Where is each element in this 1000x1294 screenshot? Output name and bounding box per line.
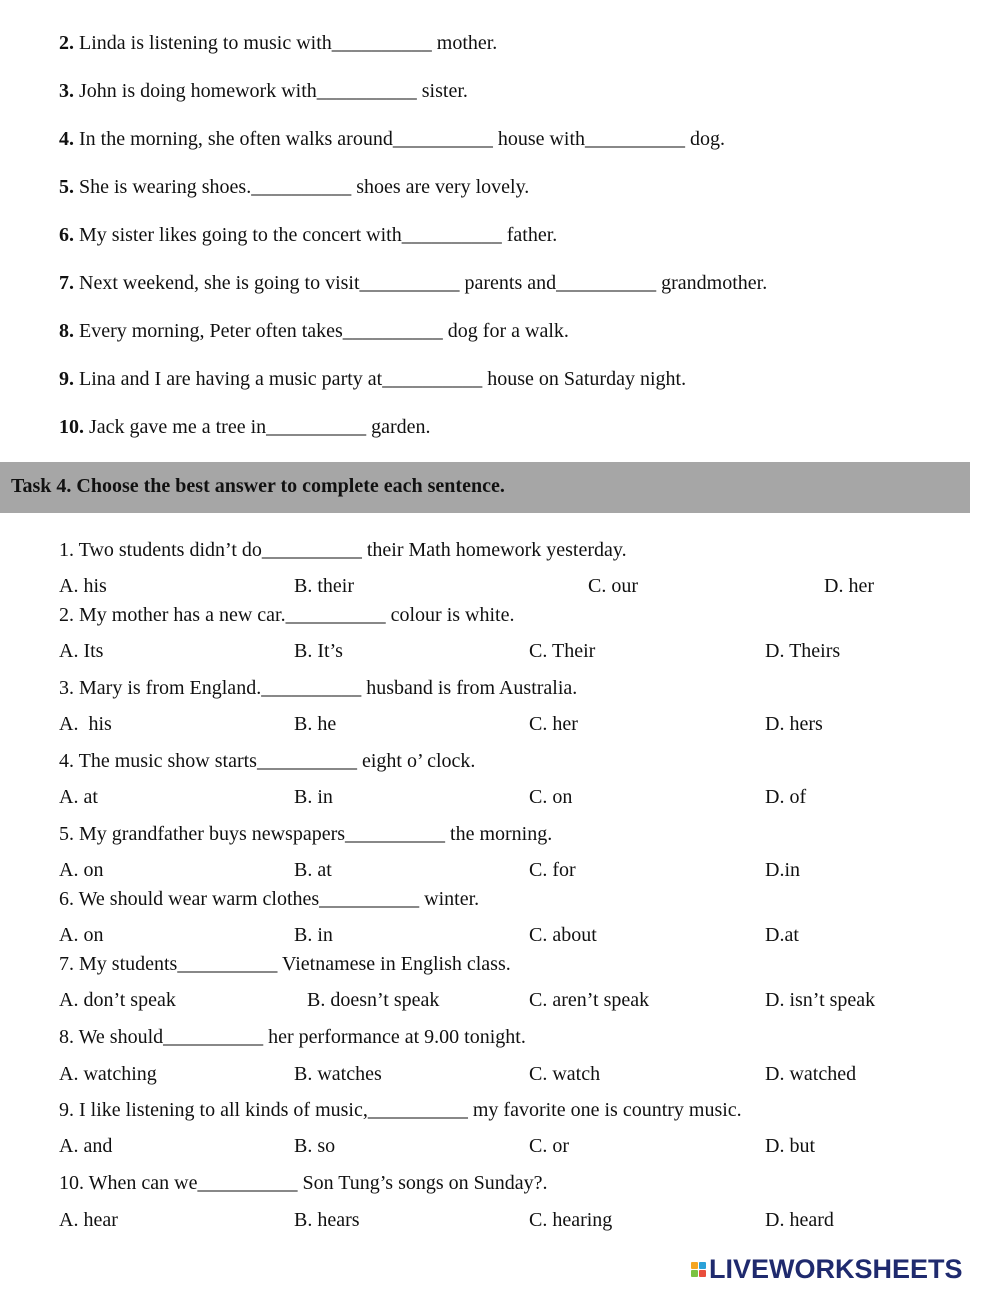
option-c[interactable]: C. on [529,786,573,808]
task3-item [59,79,468,103]
task4-question: 9. I like listening to all kinds of music,__________ my favorite one is country music. [59,1099,742,1121]
item-number: 5. [59,176,74,198]
item-number: 7. [59,272,74,294]
item-number: 10. [59,416,84,438]
option-a[interactable]: A. Its [59,640,104,662]
option-c[interactable]: C. Their [529,640,596,662]
option-b[interactable]: B. hears [294,1209,360,1231]
item-text: Jack gave me a tree in__________ garden. [84,416,431,438]
task3-item [59,271,767,295]
option-d[interactable]: D. watched [765,1063,857,1085]
option-a[interactable]: A. on [59,859,104,881]
task4-question: 2. My mother has a new car.__________ colour is white. [59,604,515,626]
option-a[interactable]: A. and [59,1135,113,1157]
item-text: Lina and I are having a music party at__________ house on Saturday night. [74,368,687,390]
item-number: 8. [59,320,74,342]
option-b[interactable]: B. doesn’t speak [307,989,440,1011]
task3-item [59,367,686,391]
task3-item [59,223,557,247]
option-b[interactable]: B. at [294,859,332,881]
option-d[interactable]: D. hers [765,713,823,735]
option-b[interactable]: B. so [294,1135,336,1157]
option-a[interactable]: A. his [59,575,107,597]
task4-question: 7. My students__________ Vietnamese in English class. [59,953,511,975]
item-text: She is wearing shoes.__________ shoes are very lovely. [74,176,530,198]
item-text: Next weekend, she is going to visit__________ parents and__________ grandmother. [74,272,768,294]
option-b[interactable]: B. in [294,924,333,946]
task4-header-bar [0,462,970,513]
logo-square [691,1262,698,1269]
option-d[interactable]: D. heard [765,1209,834,1231]
option-a[interactable]: A. at [59,786,98,808]
option-c[interactable]: C. for [529,859,576,881]
task3-item [59,31,497,55]
item-text: Every morning, Peter often takes__________ dog for a walk. [74,320,569,342]
logo-square [699,1262,706,1269]
logo-square [691,1270,698,1277]
task4-question: 8. We should__________ her performance at 9.00 tonight. [59,1026,526,1048]
task4-question: 10. When can we__________ Son Tung’s songs on Sunday?. [59,1172,548,1194]
option-b[interactable]: B. It’s [294,640,343,662]
option-d[interactable]: D.at [765,924,799,946]
logo-square [699,1270,706,1277]
item-text: Linda is listening to music with__________ mother. [74,32,498,54]
option-c[interactable]: C. watch [529,1063,601,1085]
task3-item [59,127,725,151]
option-c[interactable]: C. about [529,924,597,946]
task4-title: Task 4. Choose the best answer to complete each sentence. [11,475,505,497]
option-a[interactable]: A. don’t speak [59,989,176,1011]
logo-text: LIVEWORKSHEETS [709,1254,963,1284]
item-text: John is doing homework with__________ sister. [74,80,468,102]
task3-item [59,415,431,439]
option-a[interactable]: A. hear [59,1209,118,1231]
task4-question: 5. My grandfather buys newspapers__________ the morning. [59,823,553,845]
option-b[interactable]: B. he [294,713,337,735]
item-number: 4. [59,128,74,150]
option-b[interactable]: B. their [294,575,354,597]
item-number: 2. [59,32,74,54]
item-text: My sister likes going to the concert with__________ father. [74,224,558,246]
option-a[interactable]: A. watching [59,1063,157,1085]
item-number: 9. [59,368,74,390]
option-d[interactable]: D. her [824,575,874,597]
option-a[interactable]: A. on [59,924,104,946]
task4-question: 1. Two students didn’t do__________ their Math homework yesterday. [59,539,627,561]
task4-question: 3. Mary is from England.__________ husband is from Australia. [59,677,578,699]
option-d[interactable]: D. but [765,1135,815,1157]
option-d[interactable]: D. isn’t speak [765,989,876,1011]
option-d[interactable]: D.in [765,859,800,881]
option-b[interactable]: B. in [294,786,333,808]
option-c[interactable]: C. or [529,1135,569,1157]
option-d[interactable]: D. Theirs [765,640,841,662]
option-c[interactable]: C. her [529,713,578,735]
item-number: 3. [59,80,74,102]
task3-item [59,175,529,199]
liveworksheets-logo-icon [691,1262,706,1277]
task4-question: 4. The music show starts__________ eight o’ clock. [59,750,476,772]
item-number: 6. [59,224,74,246]
option-a[interactable]: A. his [59,713,112,735]
option-c[interactable]: C. our [588,575,638,597]
task3-item [59,319,569,343]
item-text: In the morning, she often walks around__________ house with__________ dog. [74,128,726,150]
option-b[interactable]: B. watches [294,1063,382,1085]
liveworksheets-logo[interactable] [691,1254,963,1284]
option-c[interactable]: C. aren’t speak [529,989,650,1011]
option-d[interactable]: D. of [765,786,807,808]
task4-question: 6. We should wear warm clothes__________ winter. [59,888,480,910]
option-c[interactable]: C. hearing [529,1209,613,1231]
